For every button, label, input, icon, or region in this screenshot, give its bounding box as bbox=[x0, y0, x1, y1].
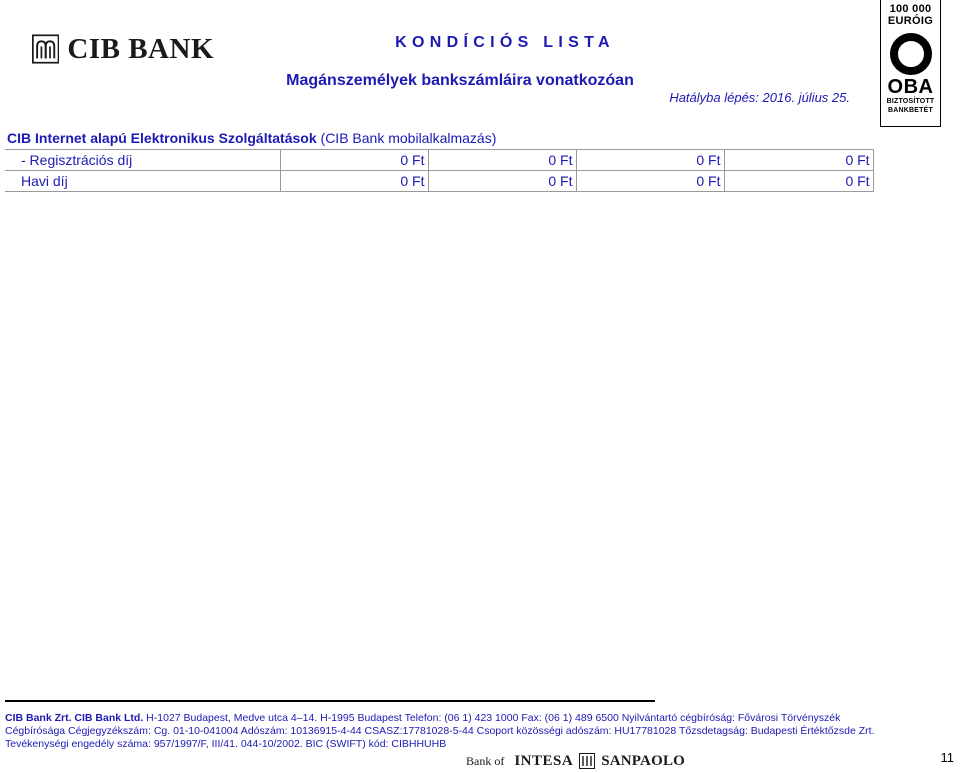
footer-line-1 bbox=[5, 712, 935, 725]
fee-value: 0 Ft bbox=[428, 149, 576, 170]
group-prefix: Bank of bbox=[466, 753, 505, 768]
oba-name: OBA bbox=[887, 76, 934, 98]
group-name-b: SANPAOLO bbox=[601, 752, 686, 769]
page-number: 11 bbox=[940, 750, 954, 765]
oba-amount: 100 000 bbox=[889, 3, 932, 15]
section-title-bold: CIB Internet alapú Elektronikus Szolgáltatások bbox=[7, 130, 317, 147]
section-title-rest: (CIB Bank mobilalkalmazás) bbox=[316, 130, 497, 147]
row-label: Havi díj bbox=[5, 170, 280, 191]
section-header-row bbox=[5, 128, 873, 149]
table-row bbox=[5, 149, 873, 170]
brand-name: CIB BANK bbox=[67, 33, 214, 65]
oba-deposit-badge bbox=[880, 0, 941, 127]
fee-value: 0 Ft bbox=[576, 170, 724, 191]
intesa-sanpaolo-logo bbox=[466, 752, 685, 770]
intesa-emblem-icon bbox=[579, 753, 595, 769]
footer-legal-text bbox=[5, 712, 935, 751]
fee-table bbox=[5, 128, 874, 192]
fee-value: 0 Ft bbox=[280, 170, 428, 191]
fee-value: 0 Ft bbox=[280, 149, 428, 170]
group-name-a: INTESA bbox=[514, 752, 574, 769]
fee-value: 0 Ft bbox=[428, 170, 576, 191]
fee-value: 0 Ft bbox=[724, 170, 873, 191]
document-subtitle: Magánszemélyek bankszámláira vonatkozóan bbox=[286, 72, 634, 89]
footer-address: H-1027 Budapest, Medve utca 4–14. H-1995 Budapest Telefon: (06 1) 423 1000 Fax: (06 1) 489 6500 Nyilvántartó cégbíróság: Fővárosi Törvényszék bbox=[143, 712, 841, 724]
oba-line1: BIZTOSÍTOTT bbox=[886, 98, 935, 105]
footer-company: CIB Bank Zrt. CIB Bank Ltd. bbox=[5, 712, 144, 724]
fee-value: 0 Ft bbox=[724, 149, 873, 170]
effective-date: Hatályba lépés: 2016. július 25. bbox=[669, 90, 850, 105]
footer-line-2: Cégbírósága Cégjegyzékszám: Cg. 01-10-041004 Adószám: 10136915-4-44 CSASZ:17781028-5-44 Csoport közösségi adószám: HU17781028 Tőzsdetagság: Budapesti Értéktőzsde Zrt. bbox=[5, 725, 875, 737]
row-label: - Regisztrációs díj bbox=[5, 149, 280, 170]
oba-currency: EURÓIG bbox=[887, 15, 934, 27]
footer-divider bbox=[5, 700, 655, 702]
cib-bank-logo bbox=[32, 31, 214, 67]
oba-ring-icon bbox=[889, 32, 933, 76]
document-title: KONDÍCIÓS LISTA bbox=[395, 34, 615, 51]
fee-value: 0 Ft bbox=[576, 149, 724, 170]
oba-line2: BANKBETÉT bbox=[888, 107, 933, 114]
section-title bbox=[5, 128, 873, 149]
footer-line-3: Tevékenységi engedély száma: 957/1997/F, III/41. 044-10/2002. BIC (SWIFT) kód: CIBHHUHB bbox=[5, 738, 447, 750]
cib-logo-icon bbox=[32, 32, 59, 66]
table-row bbox=[5, 170, 873, 191]
